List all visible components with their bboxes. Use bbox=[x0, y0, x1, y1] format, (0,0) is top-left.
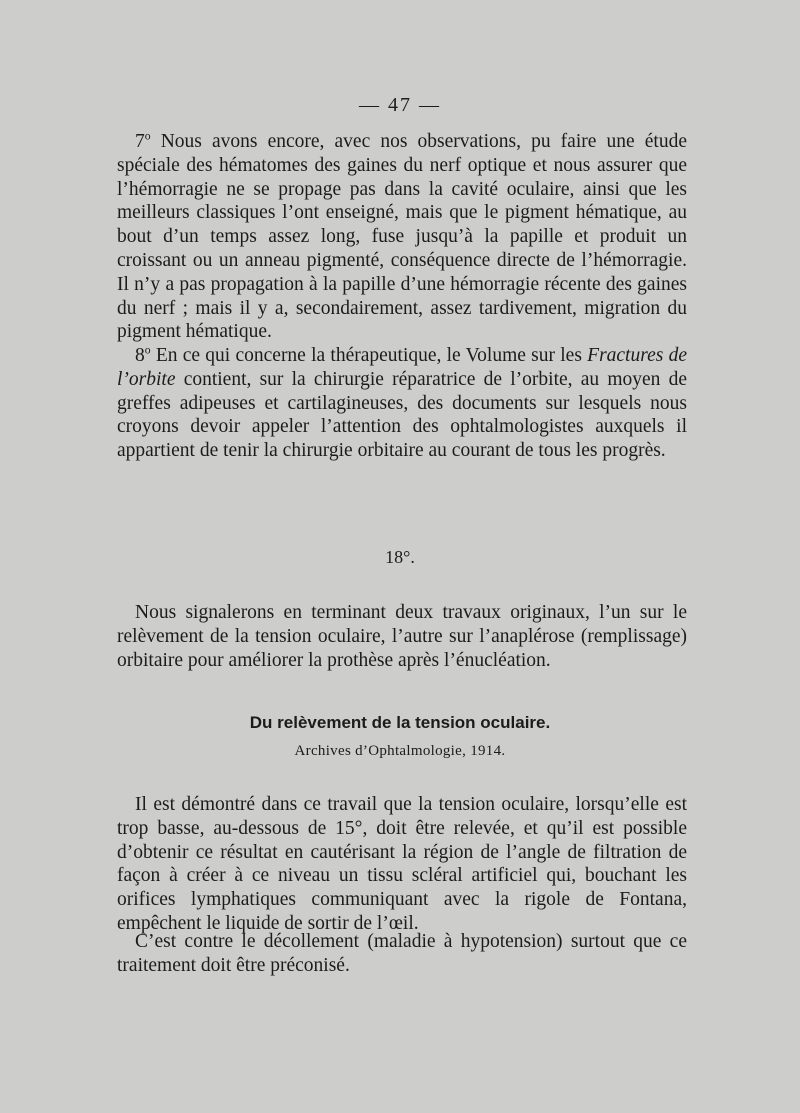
section-number: 18°. bbox=[385, 547, 415, 567]
paragraph-8 bbox=[117, 344, 687, 463]
paragraph-text-after: contient, sur la chirurgie réparatrice de l’orbite, au moyen de greffes adipeuses et cartilagineuses, des documents sur lesquels nous croyons devoir appeler l’attention des ophtalmologistes auxquels il appartient de tenir la chirurgie orbitaire au courant de tous les progrès. bbox=[117, 368, 687, 462]
paragraph-marker: 7 bbox=[135, 131, 145, 152]
article-title: Du relèvement de la tension oculaire. bbox=[249, 713, 551, 732]
paragraph-body-2: C’est contre le décollement (maladie à hypotension) surtout que ce traitement doit être préconisé. bbox=[117, 931, 687, 976]
paragraph-marker-degree: o bbox=[144, 129, 151, 143]
volume-title: Fractures de l’orbite bbox=[117, 345, 687, 390]
paragraph-intro: Nous signalerons en terminant deux travaux originaux, l’un sur le relèvement de la tension oculaire, l’autre sur l’anaplérose (remplissage) orbitaire pour améliorer la prothèse après l’énucléation. bbox=[117, 602, 687, 671]
paragraph-marker-degree: o bbox=[144, 343, 151, 357]
paragraph-body-1: Il est démontré dans ce travail que la tension oculaire, lorsqu’elle est trop basse, au-dessous de 15°, doit être relevée, et qu’il est possible d’obtenir ce résultat en cautérisant la région de l’angle de filtration de façon à créer à ce niveau un tissu scléral artificiel qui, bouchant les orifices lymphatiques communiquant avec la rigole de Fontana, empêchent le liquide de sortir de l’œil. bbox=[117, 794, 687, 934]
page-number: — 47 — bbox=[359, 94, 441, 116]
paragraph-text-before: En ce qui concerne la thérapeutique, le Volume sur les bbox=[150, 345, 588, 366]
paragraph-marker: 8 bbox=[135, 345, 145, 366]
article-source: Archives d’Ophtalmologie, 1914. bbox=[294, 743, 506, 759]
paragraph-text: Nous avons encore, avec nos observations, pu faire une étude spéciale des hématomes des gaines du nerf optique et nous assurer que l’hémorragie ne se propage pas dans la cavité oculaire, ainsi que les meilleurs classiques l’ont enseigné, mais que le pigment hématique, au bout d’un temps assez long, fuse jusqu’à la papille et produit un croissant ou un anneau pigmenté, conséquence directe de l’hémorragie. Il n’y a pas propagation à la papille d’une hémorragie récente des gaines du nerf ; mais il y a, secondairement, assez tardivement, migration du pigment hématique. bbox=[117, 131, 687, 343]
paragraph-7 bbox=[117, 130, 687, 344]
